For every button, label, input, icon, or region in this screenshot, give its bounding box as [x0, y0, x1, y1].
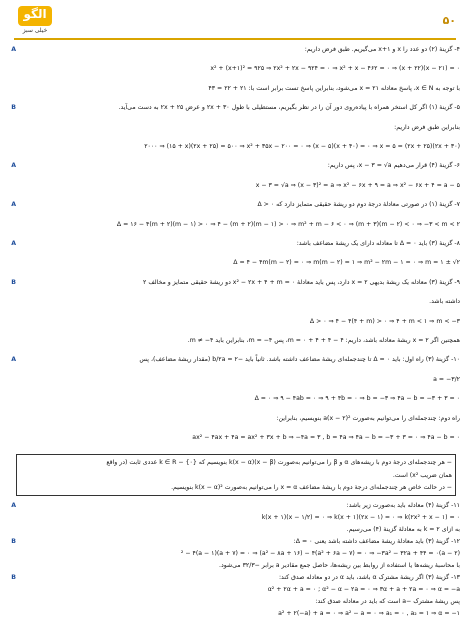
- answer-line: [10, 596, 460, 608]
- answer-line: [10, 160, 460, 172]
- note-line: − در حالت خاص هر چندجمله‌ای درجهٔ دوم با ریشهٔ مضاعف x = α را می‌توانیم به‌صورت k(x − α)² بنویسیم.: [171, 484, 452, 491]
- answer-text: Δ = ۴ − ۴m(m − ۲) = ۰ ⇒ m(m − ۲) = ۱ ⇒ m² − ۲m − ۱ = ۰ ⇒ m = ۱ ± √۲: [233, 259, 460, 267]
- answer-text: ۶- گزینهٔ (۴) قرار می‌دهیم x − ۳ = √a، پس داریم:: [327, 162, 460, 170]
- answer-line: [10, 374, 460, 386]
- difficulty-mark: B: [11, 538, 16, 545]
- answer-line: [10, 316, 460, 328]
- answer-line: [10, 238, 460, 250]
- answer-text: ۴- گزینهٔ (۲) دو عدد را x و x+۱ می‌گیریم. طبق فرض داریم:: [304, 46, 460, 53]
- answer-text: ۱۲- گزینهٔ (۳) باید معادلهٔ ریشهٔ مضاعف داشته باشد یعنی Δ = ۰:: [293, 538, 460, 545]
- answer-line: [10, 432, 460, 444]
- logo-tagline: خیلی سبز: [22, 27, 48, 34]
- answer-text: ax² − ۴ax + ۴a = ax² + ۳x + b ⇒ −۴a = ۳ , b = ۴a ⇒ ۴a − b = −۳ + ۳ = ۰ ⇒ ۴a − b = ۰: [192, 434, 460, 441]
- answer-text: با محاسبهٔ ریشه‌ها یا استفاده از روابط بین ریشه‌ها، حاصل جمع مقادیر a برابر −۳۲/۳ می‌شود.: [219, 562, 460, 569]
- difficulty-mark: A: [11, 356, 16, 364]
- answer-line: [10, 63, 460, 75]
- answer-line: [10, 257, 460, 269]
- answer-line: [10, 277, 460, 289]
- answer-text: پس ریشهٔ مشترک −a است که باید در معادله صدق کند:: [315, 598, 460, 605]
- answer-text: ۸- گزینهٔ (۳) باید Δ = ۰ تا معادله دارای یک ریشهٔ مضاعف باشد:: [296, 240, 460, 247]
- answer-text: k(x + ۱)(x − ۱/۲) = ۰ ⇒ k(x + ۱)(۲x − ۱) = ۰ ⇒ k(۲x² + x − ۱) = ۰: [261, 514, 460, 521]
- answer-text: ۱۰- گزینهٔ (۳) راه اول: باید Δ = ۰ تا چندجمله‌ای ریشهٔ مضاعف داشته باشد. ثانیاً باید −b/۲a = ۲ (مقدار ریشهٔ مضاعف)، پس: [139, 356, 460, 364]
- answer-text: a = −۳/۲: [433, 375, 460, 383]
- difficulty-mark: B: [11, 278, 16, 286]
- difficulty-mark: A: [11, 502, 16, 509]
- answer-line: [10, 199, 460, 211]
- logo-text: الگو: [23, 7, 47, 21]
- answer-line: [10, 122, 460, 134]
- note-line: − هر چندجمله‌ای درجهٔ دوم با ریشه‌های α و β را می‌توانیم به‌صورت k(x − α)(x − β) بنویسیم که {۰} − k ∈ R عددی ثابت (در واقع: [106, 459, 452, 466]
- answer-text: x² + (x+۱)² = ۹۲۵ ⇒ ۲x² + ۲x − ۹۲۴ = ۰ ⇒ x² + x − ۴۶۲ = ۰ ⇒ (x + ۲۲)(x − ۲۱) = ۰: [210, 65, 460, 73]
- answer-line: [10, 296, 460, 308]
- answer-text: ۱۱- گزینهٔ (۴) معادله باید به‌صورت زیر باشد:: [346, 502, 460, 509]
- answer-text: x − ۳ = √a ⇒ (x − ۳)² = a ⇒ x² − ۶x + ۹ = a ⇒ x² − ۶x + ۴ = a − ۵: [255, 181, 460, 189]
- answer-line: [10, 219, 460, 231]
- answer-text: Δ = ۱۶ − ۴(m + ۲)(m − ۱) > ۰ ⇒ ۴ − (m + ۲)(m − ۱) > ۰ ⇒ m² + m − ۶ < ۰ ⇒ (m + ۳)(m − ۲) < ۰ ⇒ −۳ < m < ۲: [116, 220, 460, 228]
- answer-line: [10, 354, 460, 366]
- answer-line: [10, 393, 460, 405]
- answer-line: [10, 500, 460, 512]
- answer-text: با توجه به x ∈ N، پاسخ معادله x = ۲۱ می‌شود، بنابراین پاسخ تست برابر است با: ۲۱ + ۲۲ = ۴۳: [208, 84, 460, 92]
- answer-text: داشته باشد.: [429, 298, 460, 306]
- answer-line: [10, 608, 460, 620]
- difficulty-mark: B: [11, 104, 16, 112]
- difficulty-mark: B: [11, 574, 16, 581]
- difficulty-mark: A: [11, 240, 16, 247]
- answer-line: [10, 560, 460, 572]
- answer-line: [10, 548, 460, 560]
- answer-text: α² + ۲α + a = ۰ ; α² − α − ۲a = ۰ ⇒ ۳α + a + ۲a = ۰ ⇒ α = −a: [267, 586, 460, 593]
- answer-text: ۷- گزینهٔ (۱) در صورتی معادلهٔ درجهٔ دوم دو ریشهٔ حقیقی متمایز دارد که Δ > ۰: [257, 201, 460, 209]
- answer-text: Δ = ۰ ⇒ ۹ − ۴ab = ۰ ⇒ ۹ + ۴b = ۰ ⇒ b = −۳ ⇒ ۴a − b = −۳ + ۳ = ۰: [254, 395, 460, 403]
- answer-text: ۹- گزینهٔ (۳) معادله یک ریشهٔ بدیهی x = ۲ دارد، پس باید معادلهٔ x² − ۲x + ۴ + m = ۰ دو ریشهٔ حقیقی متمایز و مخالف ۲: [143, 278, 460, 286]
- answer-text: a² + ۲(−a) + a = ۰ ⇒ a² − a = ۰ ⇒ a₁ = ۰ , a₂ = ۱ ⇒ α = −۱: [278, 610, 460, 617]
- answer-line: [10, 536, 460, 548]
- answer-line: [10, 572, 460, 584]
- answer-line: [10, 180, 460, 192]
- answer-line: [10, 413, 460, 425]
- answer-text: ۵- گزینهٔ (۱) اگر کل استخر همراه با پیاده‌روی دور آن را در نظر بگیریم، مستطیلی با طول ۲x + ۳۰ و عرض ۲x + ۲۵ به دست می‌آید.: [118, 104, 460, 112]
- answer-line: [10, 335, 460, 347]
- answer-line: [10, 141, 460, 153]
- answer-line: [10, 524, 460, 536]
- answer-text: به ازای k = ۲ به معادلهٔ گزینهٔ (۴) می‌رسیم.: [346, 526, 460, 533]
- publisher-logo: [14, 6, 70, 36]
- note-line: همان ضریب x²) است.: [392, 471, 452, 479]
- difficulty-mark: A: [11, 201, 16, 209]
- answer-text: (۲x + ۳۰)(۲x + ۲۵) = ۲۰۰۰ ⇒ (۱۵ + x)(۲x + ۲۵) = ۵۰۰ ⇒ x² + ۳۵x − ۲۰۰ = ۰ ⇒ (x − ۵)(x + ۴۰) = ۰ ⇒ x = ۵: [144, 143, 460, 150]
- answer-line: [10, 512, 460, 524]
- answer-text: همچنین اگر x = ۲ ریشهٔ معادله باشد، داریم: ۴ − ۴ + ۴ + m = ۰، پس m = −۴، بنابراین باید m ≠ −۴.: [187, 337, 460, 344]
- answer-text: بنابراین طبق فرض داریم:: [394, 123, 460, 131]
- answer-line: [10, 102, 460, 114]
- answer-line: [10, 584, 460, 596]
- answer-line: [10, 44, 460, 56]
- answer-text: Δ > ۰ ⇒ ۴ − ۴(۴ + m) > ۰ ⇒ ۴ + m < ۱ ⇒ m < −۳: [309, 317, 460, 325]
- answer-text: (a − ۲)² − ۴(a − ۱)(a + ۷) = ۰ ⇒ (a² − ۸a + ۱۶) − ۴(a² + ۶a − ۷) = ۰ ⇒ −۳a² − ۳۲a + ۴۴ = ۰: [180, 550, 460, 557]
- page-header: [14, 6, 456, 40]
- answer-text: راه دوم: چندجمله‌ای را می‌توانیم به‌صورت a(x − ۲)² بنویسیم، بنابراین:: [276, 414, 460, 422]
- difficulty-mark: A: [11, 46, 16, 53]
- answer-line: [10, 83, 460, 95]
- page-number: ۵۰: [442, 14, 456, 27]
- difficulty-mark: A: [11, 162, 16, 170]
- answer-text: ۱۳- گزینهٔ (۳) اگر ریشهٔ مشترک α باشد، باید α در دو معادله صدق کند:: [278, 574, 460, 581]
